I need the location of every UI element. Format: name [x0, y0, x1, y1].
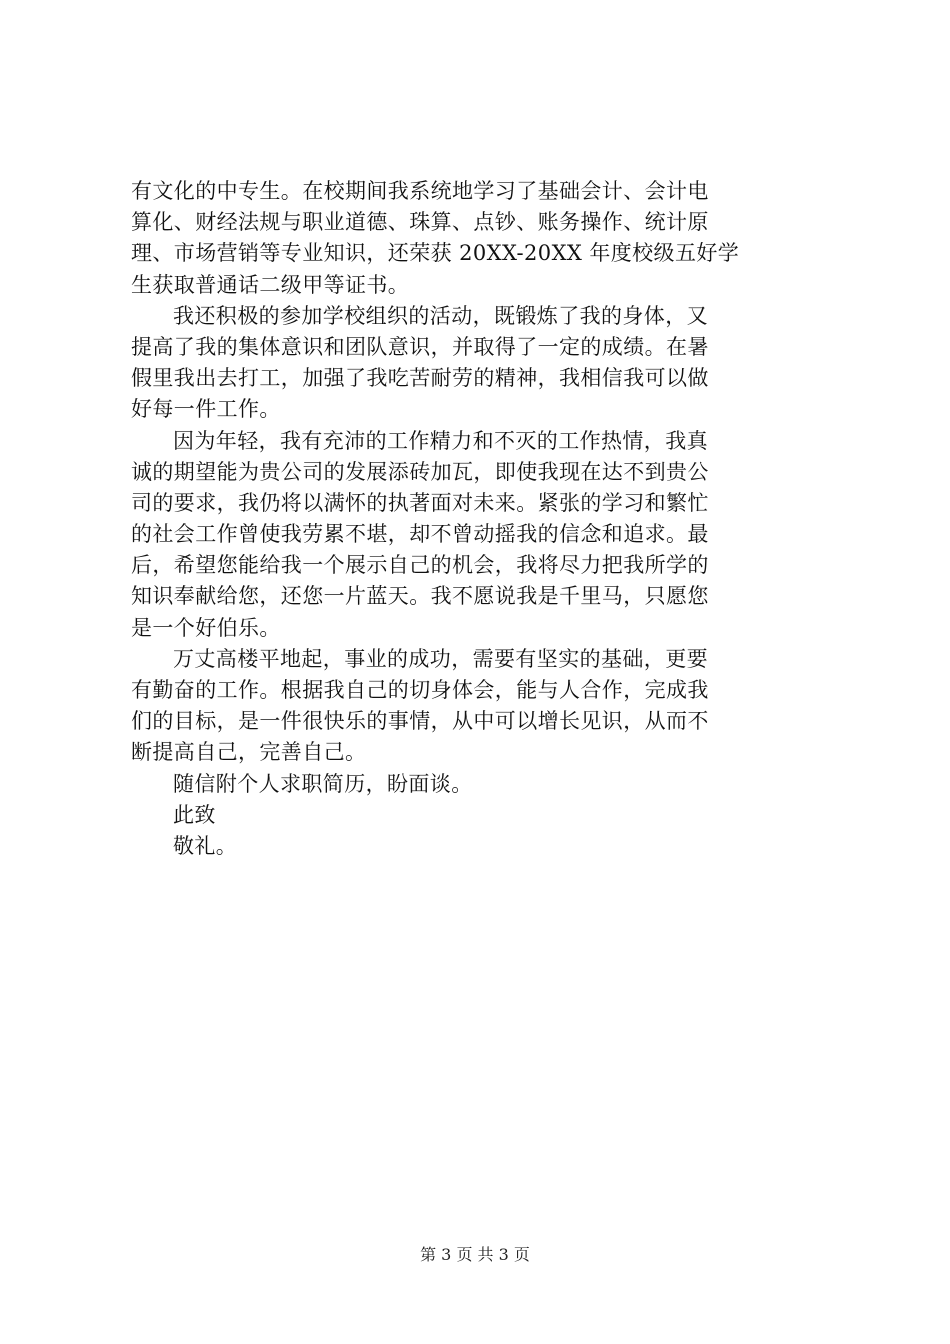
paragraph [131, 426, 831, 644]
text-line: 后，希望您能给我一个展示自己的机会，我将尽力把我所学的 [131, 553, 709, 578]
text-line: 好每一件工作。 [131, 397, 281, 422]
text-line: 随信附个人求职简历，盼面谈。 [173, 771, 473, 796]
text-line: 知识奉献给您，还您一片蓝天。我不愿说我是千里马，只愿您 [131, 584, 709, 609]
text-line: 敬礼。 [173, 833, 238, 858]
text-line: 有文化的中专生。在校期间我系统地学习了基础会计、会计电 [131, 179, 709, 203]
text-line: 生获取普通话二级甲等证书。 [131, 272, 410, 297]
text-line: 有勤奋的工作。根据我自己的切身体会，能与人合作，完成我 [131, 678, 709, 702]
text-line: 的社会工作曾使我劳累不堪，却不曾动摇我的信念和追求。最 [131, 522, 709, 547]
text-line: 们的目标，是一件很快乐的事情，从中可以增长见识，从而不 [131, 709, 709, 734]
paragraph [131, 301, 831, 426]
page-footer [0, 1245, 950, 1265]
page-number: 第 3 页 共 3 页 [420, 1245, 530, 1264]
text-line: 断提高自己，完善自己。 [131, 740, 367, 765]
closing-salutation [131, 800, 831, 831]
text-line: 我还积极的参加学校组织的活动，既锻炼了我的身体，又 [173, 303, 708, 328]
closing-regards [131, 831, 831, 862]
text-line: 司的要求，我仍将以满怀的执著面对未来。紧张的学习和繁忙 [131, 490, 709, 515]
text-line: 算化、财经法规与职业道德、珠算、点钞、账务操作、统计原 [131, 210, 709, 235]
text-line: 理、市场营销等专业知识，还荣获 20XX-20XX 年度校级五好学 [131, 241, 740, 266]
paragraph [131, 769, 831, 800]
paragraph [131, 644, 831, 769]
text-line: 万丈高楼平地起，事业的成功，需要有坚实的基础，更要 [173, 646, 708, 671]
text-line: 因为年轻，我有充沛的工作精力和不灭的工作热情，我真 [173, 428, 708, 453]
text-line: 提高了我的集体意识和团队意识，并取得了一定的成绩。在暑 [131, 334, 709, 359]
paragraph [131, 176, 831, 301]
text-line: 假里我出去打工，加强了我吃苦耐劳的精神，我相信我可以做 [131, 366, 709, 391]
letter-body [131, 176, 831, 862]
text-line: 是一个好伯乐。 [131, 615, 281, 640]
text-line: 此致 [173, 802, 216, 827]
text-line: 诚的期望能为贵公司的发展添砖加瓦，即使我现在达不到贵公 [131, 459, 709, 484]
